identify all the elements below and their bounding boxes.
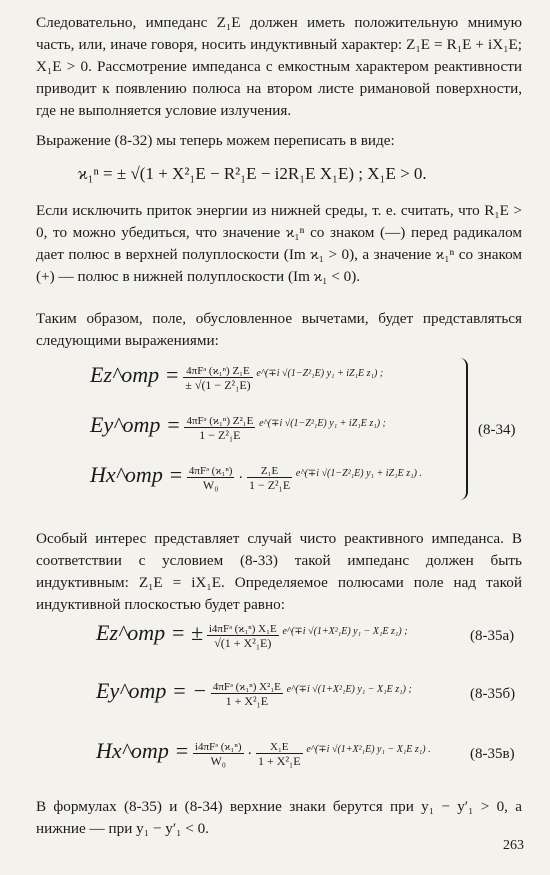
- page-number: 263: [503, 838, 524, 853]
- equation-tag-8-35a: (8-35а): [470, 628, 515, 644]
- equation-hx-834: Hx^отр = $\frac{\text{4πFᵊ (ϰ₁ⁿ)}}{\text{W₀}}$ · $\frac{\text{Z₁E}}{\text{1 − Z²₁E}}$ $^{e\^{}(\mp i √(1-Z^2_1E) y_1 + iZ_1E z_1) .}$: [90, 462, 422, 492]
- paragraph-pole-sign: Если исключить приток энергии из нижней среды, т. е. считать, что R₁E > 0, то можно убедиться, что значение ϰ₁ⁿ со знаком (—) перед радикалом дает полюс в верхней полуплоскости (Im ϰ₁ > 0), а значение ϰ₁ⁿ со знаком (+) — полюс в нижней полуплоскости (Im ϰ₁ < 0).: [36, 202, 522, 285]
- paragraph-impedance-condition: Следовательно, импеданс Z₁E должен иметь положительную мнимую часть, или, иначе говоря, носить индуктивный характер: Z₁E = R₁E + iX₁E; X₁E > 0. Рассмотрение импеданса с емкостным характером реактивности приводит к появлению полюса на втором листе римановой поверхности, где не выполняется условие излучения.: [36, 14, 522, 119]
- paragraph-rewrite-intro: Выражение (8-32) мы теперь можем переписать в виде:: [36, 132, 395, 149]
- paragraph-sign-convention: В формулах (8-35) и (8-34) верхние знаки берутся при y₁ − y′₁ > 0, а нижние — при y₁ − y′₁ < 0.: [36, 798, 522, 837]
- equation-ez-834: Ez^отр = $\frac{\text{4πFᵊ (ϰ₁ⁿ) Z₁E}}{\text{± √(1 − Z²₁E)}}$ $^{e\^{}(\mp i √(1-Z^2_1E) y_1 + iZ_1E z_1) ;}$: [90, 362, 384, 392]
- paragraph-residue-field: Таким образом, поле, обусловленное вычетами, будет представляться следующими выражениями:: [36, 310, 522, 349]
- equation-kappa: ϰ₁ⁿ = ± √(1 + X²₁E − R²₁E − i2R₁E X₁E) ; X₁E > 0.: [78, 164, 427, 183]
- equation-tag-8-34: (8-34): [478, 422, 516, 438]
- paragraph-reactive-impedance: Особый интерес представляет случай чисто реактивного импеданса. В соответствии с условием (8-33) такой импеданс должен быть индуктивным: Z₁E = iX₁E. Определяемое полюсами поле над такой индуктивной плоскостью будет равно:: [36, 530, 522, 613]
- equation-tag-8-35b: (8-35б): [470, 686, 516, 702]
- equation-group-brace: [456, 358, 468, 500]
- equation-hx-835v: Hx^отр = $\frac{\text{i4πFᵊ (ϰ₁ⁿ)}}{\text{W₀}}$ · $\frac{\text{X₁E}}{\text{1 + X²₁E}}$ $^{e\^{}(\mp i √(1+X^2_1E) y_1 - X_1E z_1) .}$: [96, 738, 431, 768]
- equation-ey-835b: Ey^отр = − $\frac{\text{4πFᵊ (ϰ₁ⁿ) X²₁E}}{\text{1 + X²₁E}}$ $^{e\^{}(\mp i √(1+X^2_1E) y_1 - X_1E z_1) ;}$: [96, 678, 412, 708]
- equation-ey-834: Ey^отр = $\frac{\text{4πFᵊ (ϰ₁ⁿ) Z²₁E}}{\text{1 − Z²₁E}}$ $^{e\^{}(\mp i √(1-Z^2_1E) y_1 + iZ_1E z_1) ;}$: [90, 412, 386, 442]
- equation-ez-835a: Ez^отр = ± $\frac{\text{i4πFᵊ (ϰ₁ⁿ) X₁E}}{\text{√(1 + X²₁E)}}$ $^{e\^{}(\mp i √(1+X^2_1E) y_1 - X_1E z_1) ;}$: [96, 620, 408, 650]
- equation-tag-8-35v: (8-35в): [470, 746, 515, 762]
